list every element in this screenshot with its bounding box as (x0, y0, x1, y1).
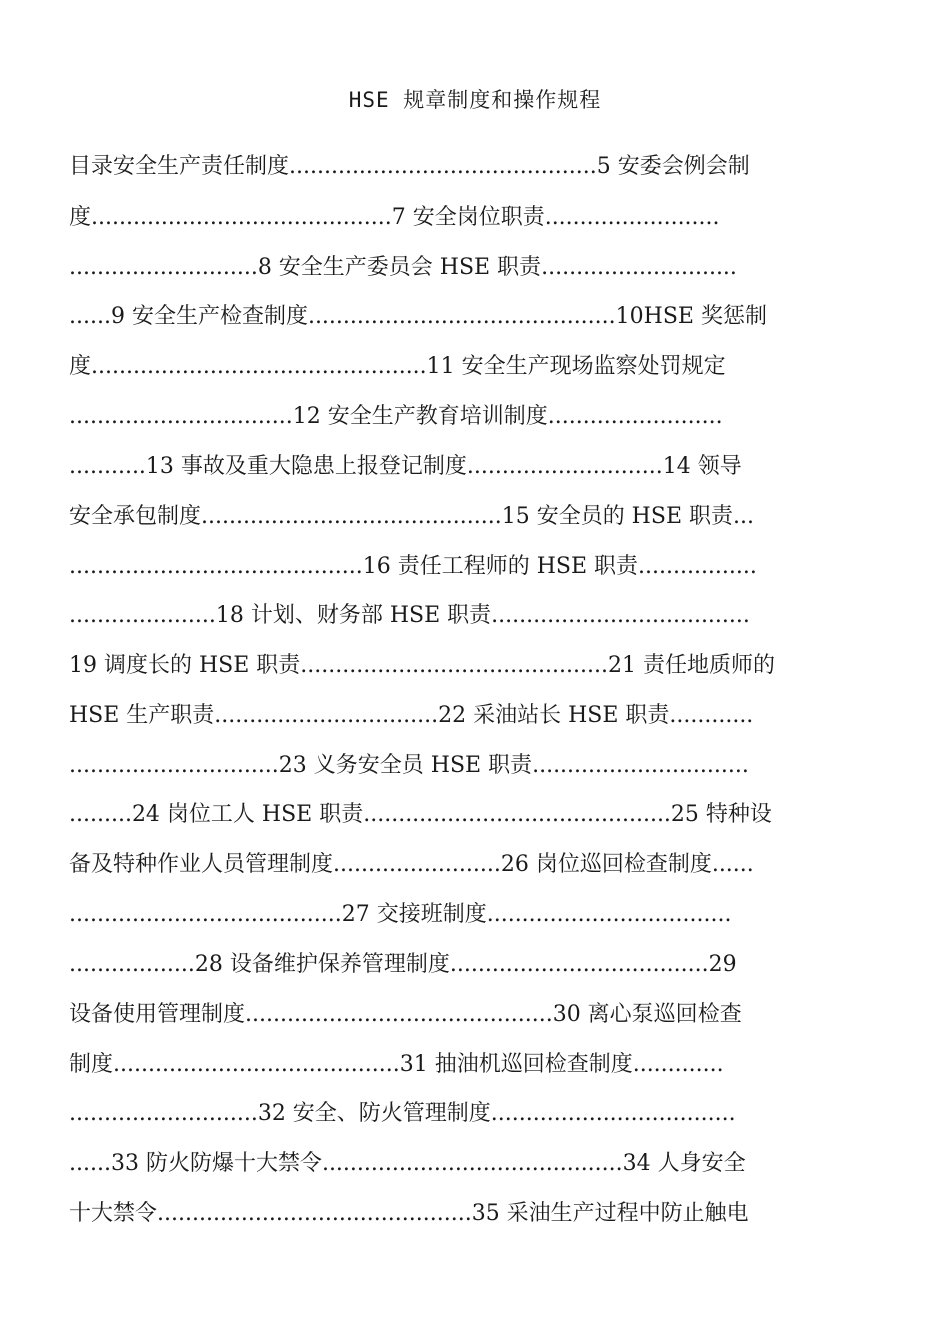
toc-line: ...........13 事故及重大隐患上报登记制度............................14 领导 (69, 454, 742, 479)
toc-line: ...........................32 安全、防火管理制度................................... (69, 1101, 736, 1126)
toc-line: 目录安全生产责任制度............................................5 安委会例会制 (69, 154, 750, 179)
toc-line: 度................................................11 安全生产现场监察处罚规定 (69, 354, 726, 379)
toc-line: 十大禁令.............................................35 采油生产过程中防止触电 (69, 1201, 749, 1226)
toc-line: 安全承包制度...........................................15 安全员的 HSE 职责... (69, 504, 754, 529)
toc-line: ......9 安全生产检查制度............................................10HSE 奖惩制 (69, 304, 767, 329)
toc-line: HSE 生产职责................................22 采油站长 HSE 职责............ (69, 703, 754, 728)
toc-line: ......33 防火防爆十大禁令...........................................34 人身安全 (69, 1151, 746, 1176)
toc-line: .......................................27 交接班制度................................... (69, 902, 732, 927)
toc-line: 备及特种作业人员管理制度........................26 岗位巡回检查制度...... (69, 852, 754, 877)
toc-line: ..........................................16 责任工程师的 HSE 职责................. (69, 554, 757, 579)
toc-line: ..................28 设备维护保养管理制度.....................................29 (69, 952, 737, 977)
toc-line: ..............................23 义务安全员 HSE 职责............................... (69, 753, 749, 778)
toc-line: .........24 岗位工人 HSE 职责............................................25 特种设 (69, 802, 772, 827)
toc-line: ...........................8 安全生产委员会 HSE 职责............................ (69, 255, 737, 280)
toc-line: 度...........................................7 安全岗位职责......................... (69, 205, 720, 230)
toc-line: 设备使用管理制度............................................30 离心泵巡回检查 (69, 1002, 742, 1027)
toc-line: .....................18 计划、财务部 HSE 职责..................................... (69, 603, 750, 628)
toc-line: 制度.........................................31 抽油机巡回检查制度............. (69, 1052, 724, 1077)
toc-line: ................................12 安全生产教育培训制度......................... (69, 404, 723, 429)
document-title: HSE 规章制度和操作规程 (348, 88, 602, 112)
toc-line: 19 调度长的 HSE 职责............................................21 责任地质师的 (69, 653, 775, 678)
